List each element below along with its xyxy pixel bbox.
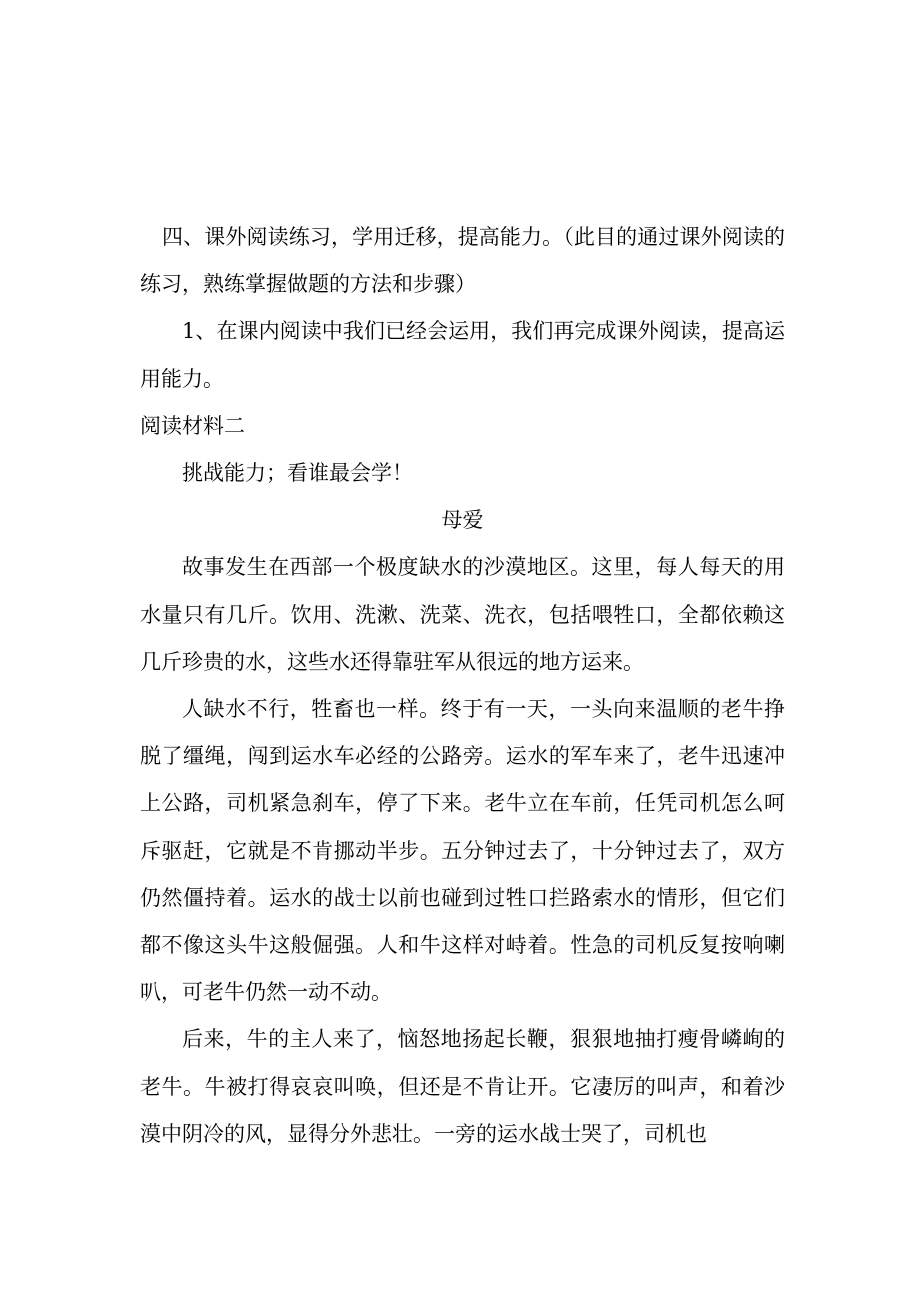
story-paragraph: 人缺水不行，牲畜也一样。终于有一天，一头向来温顺的老牛挣脱了缰绳，闯到运水车必经的公路旁。运水的军车来了，老牛迅速冲上公路，司机紧急刹车，停了下来。老牛立在车前，任凭司机怎么呵斥驱赶，它就是不肯挪动半步。五分钟过去了，十分钟过去了，双方仍然僵持着。运水的战士以前也碰到过牲口拦路索水的情形，但它们都不像这头牛这般倔强。人和牛这样对峙着。性急的司机反复按响喇叭，可老牛仍然一动不动。 — [140, 697, 785, 1005]
story-paragraph: 故事发生在西部一个极度缺水的沙漠地区。这里，每人每天的用水量只有几斤。饮用、洗漱、洗菜、洗衣，包括喂牲口，全都依赖这几斤珍贵的水，这些水还得靠驻军从很远的地方运来。 — [140, 555, 785, 674]
document-body — [140, 214, 785, 1158]
section-heading-paragraph: 四、课外阅读练习，学用迁移，提高能力。（此目的通过课外阅读的练习，熟练掌握做题的方法和步骤） — [140, 225, 785, 297]
challenge-line: 挑战能力；看谁最会学！ — [182, 461, 413, 486]
reading-material-label: 阅读材料二 — [140, 413, 245, 438]
story-title: 母爱 — [441, 508, 484, 533]
instruction-paragraph: 1、在课内阅读中我们已经会运用，我们再完成课外阅读，提高运用能力。 — [140, 319, 785, 391]
story-paragraph: 后来，牛的主人来了，恼怒地扬起长鞭，狠狠地抽打瘦骨嶙峋的老牛。牛被打得哀哀叫唤，但还是不肯让开。它凄厉的叫声，和着沙漠中阴冷的风，显得分外悲壮。一旁的运水战士哭了，司机也 — [140, 1027, 785, 1146]
